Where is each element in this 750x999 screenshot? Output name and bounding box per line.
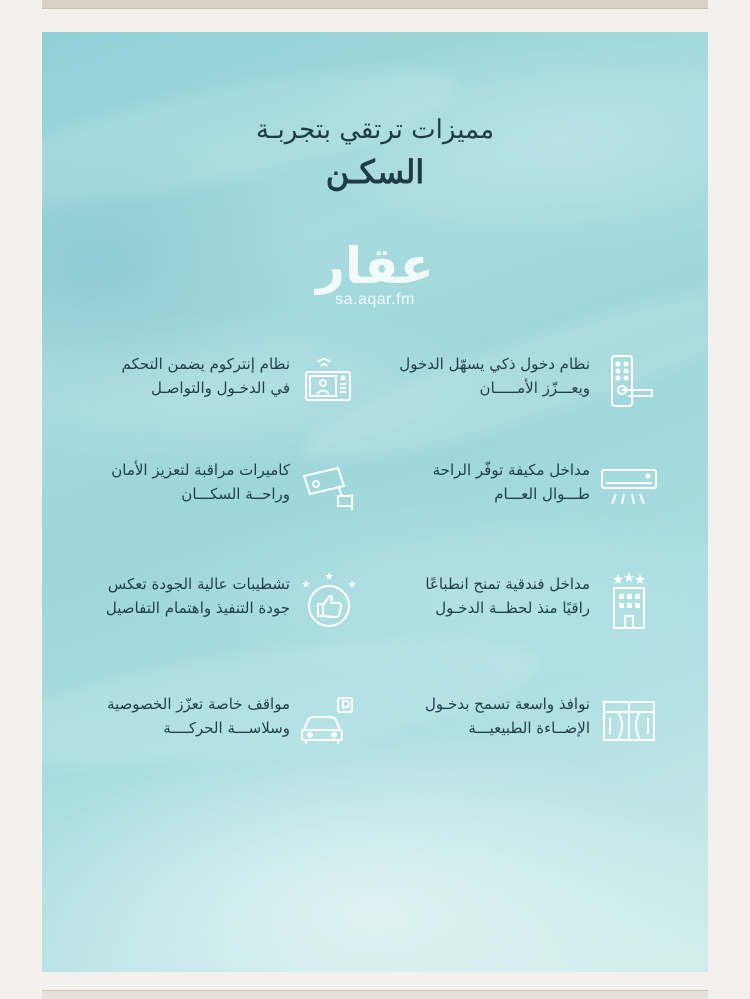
feature-air-conditioned-entrances — [360, 448, 660, 528]
feature-hotel-entrances — [360, 562, 660, 642]
feature-line-2: في الدخـول والتواصـل — [150, 379, 290, 397]
feature-text — [370, 352, 590, 400]
top-image-edge — [42, 0, 708, 9]
feature-security-cameras — [60, 448, 360, 528]
parking-car-icon — [298, 690, 360, 752]
title-line-2: السكـن — [325, 153, 425, 191]
feature-text — [370, 458, 590, 506]
feature-line-2: طـــوال العـــام — [494, 485, 590, 503]
hotel-building-icon — [598, 570, 660, 632]
thumbs-up-quality-icon — [298, 570, 360, 632]
feature-line-2: راقيًا منذ لحظــة الدخـول — [435, 599, 590, 617]
feature-line-2: وسلاســـة الحركــــة — [163, 719, 290, 737]
feature-line-1: نظام إنتركوم يضمن التحكم — [121, 355, 290, 373]
window-icon — [598, 690, 660, 752]
feature-line-2: ويعـــزّز الأمـــــان — [479, 379, 590, 397]
aqar-watermark — [42, 237, 708, 309]
feature-text — [70, 458, 290, 506]
poster-title — [42, 110, 708, 194]
air-conditioner-icon — [598, 456, 660, 518]
feature-line-1: مواقف خاصة تعزّز الخصوصية — [107, 695, 290, 713]
feature-line-1: نظام دخول ذكي يسهّل الدخول — [399, 355, 590, 373]
feature-line-1: مداخل مكيفة توفّر الراحة — [432, 461, 590, 479]
feature-text — [370, 692, 590, 740]
feature-line-2: الإضــاءة الطبيعيـــة — [468, 719, 590, 737]
feature-text — [70, 692, 290, 740]
feature-line-1: تشطيبات عالية الجودة تعكس — [107, 575, 290, 593]
title-line-1: مميزات ترتقي بتجربـة — [255, 115, 495, 145]
feature-line-1: نوافذ واسعة تسمح بدخـول — [425, 695, 590, 713]
feature-smart-entry — [360, 342, 660, 422]
aqar-logo-url: sa.aqar.fm — [335, 291, 415, 308]
feature-line-2: جودة التنفيذ واهتمام التفاصيل — [105, 599, 290, 617]
aqar-logo-mark: عقار — [316, 237, 434, 295]
feature-line-1: مداخل فندقية تمنح انطباعًا — [425, 575, 590, 593]
feature-text — [70, 352, 290, 400]
feature-private-parking — [60, 682, 360, 762]
smart-lock-icon — [598, 350, 660, 412]
feature-line-2: وراحــة السكـــان — [181, 485, 290, 503]
feature-high-quality-finishes — [60, 562, 360, 642]
feature-poster — [42, 32, 708, 972]
feature-wide-windows — [360, 682, 660, 762]
feature-line-1: كاميرات مراقبة لتعزيز الأمان — [111, 461, 290, 479]
feature-text — [70, 572, 290, 620]
feature-intercom — [60, 342, 360, 422]
security-camera-icon — [298, 456, 360, 518]
feature-text — [370, 572, 590, 620]
intercom-icon — [298, 350, 360, 412]
